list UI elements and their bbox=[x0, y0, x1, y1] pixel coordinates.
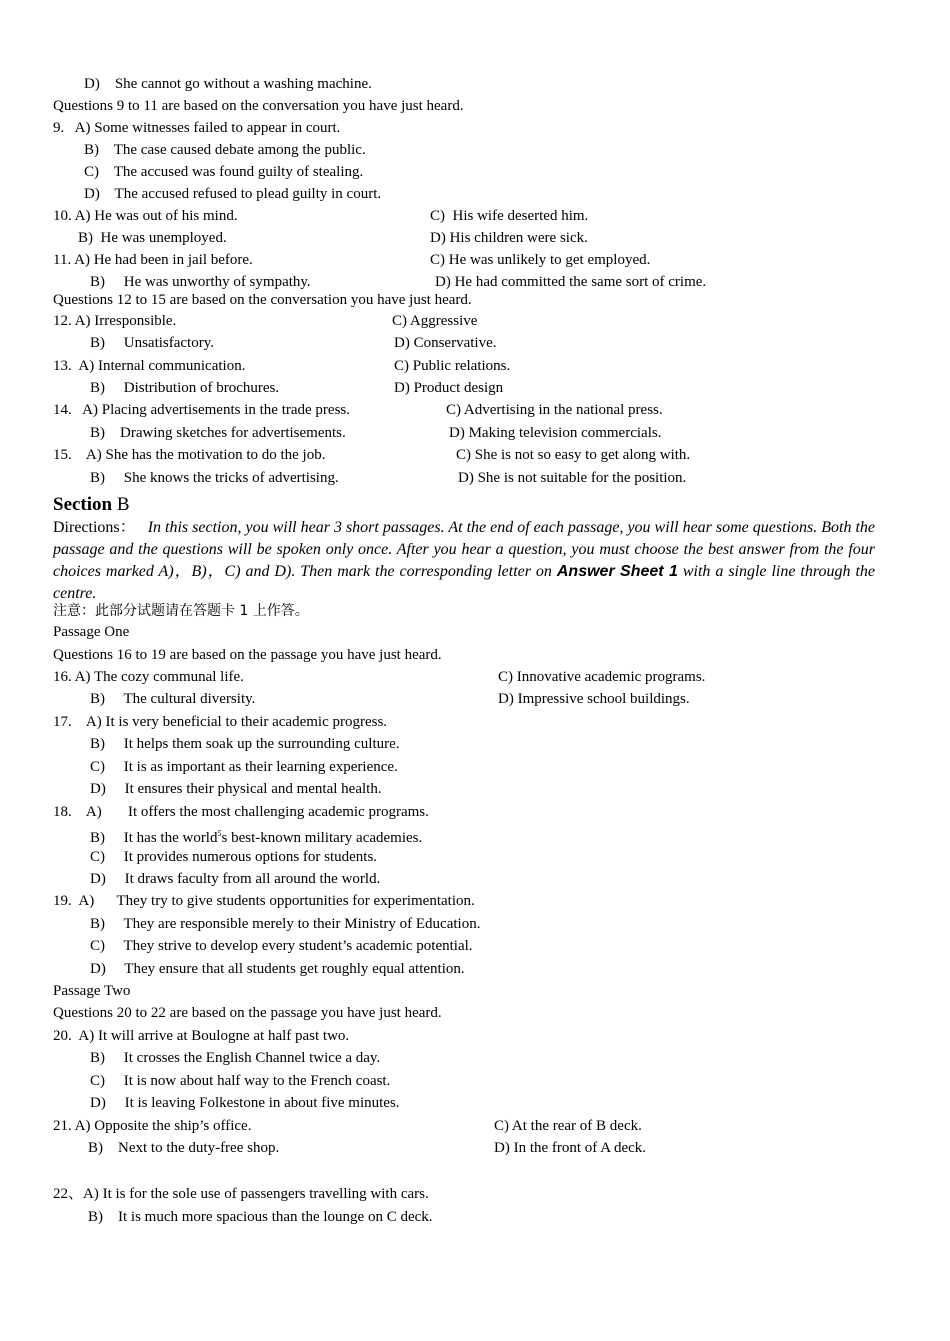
answer-sheet-label: Answer Sheet 1 bbox=[556, 563, 678, 580]
q15-option-c: C) She is not so easy to get along with. bbox=[456, 447, 691, 463]
q21-option-d: D) In the front of A deck. bbox=[494, 1140, 647, 1156]
q16-option-b: B) The cultural diversity. bbox=[90, 691, 256, 707]
q16-option-d: D) Impressive school buildings. bbox=[498, 691, 690, 707]
q17-option-b: B) It helps them soak up the surrounding culture. bbox=[90, 736, 400, 752]
directions-text-1: In this section, you will hear 3 short passages. At the end of each passage, you will hear some questions. Both the passage and the questions will be spoken only once. After you hear a question, you must choose the best answer from the four choices marked A)，B)，C) and D). Then mark the corresponding letter on bbox=[53, 519, 876, 580]
q17-option-a: 17. A) It is very beneficial to their academic progress. bbox=[53, 714, 388, 730]
q17-option-d: D) It ensures their physical and mental health. bbox=[90, 781, 382, 797]
q20-option-d: D) It is leaving Folkestone in about five minutes. bbox=[90, 1095, 400, 1111]
q15-option-b: B) She knows the tricks of advertising. bbox=[90, 470, 339, 486]
q10-option-b: B) He was unemployed. bbox=[78, 230, 227, 246]
questions-20-22-heading: Questions 20 to 22 are based on the passage you have just heard. bbox=[53, 1005, 442, 1021]
q9-option-d: D) The accused refused to plead guilty in court. bbox=[84, 186, 382, 202]
q9-option-c: C) The accused was found guilty of stealing. bbox=[84, 164, 364, 180]
q19-option-d: D) They ensure that all students get roughly equal attention. bbox=[90, 961, 465, 977]
q18-option-c: C) It provides numerous options for students. bbox=[90, 849, 378, 865]
q14-option-b: B) Drawing sketches for advertisements. bbox=[90, 425, 346, 441]
q21-option-a: 21. A) Opposite the ship’s office. bbox=[53, 1118, 252, 1134]
q11-option-a: 11. A) He had been in jail before. bbox=[53, 252, 253, 268]
passage-two-title: Passage Two bbox=[53, 983, 131, 999]
section-heading-bold: Section bbox=[53, 494, 113, 515]
q20-option-a: 20. A) It will arrive at Boulogne at half past two. bbox=[53, 1028, 350, 1044]
q13-option-c: C) Public relations. bbox=[394, 358, 511, 374]
q13-option-a: 13. A) Internal communication. bbox=[53, 358, 246, 374]
q20-option-b: B) It crosses the English Channel twice a day. bbox=[90, 1050, 381, 1066]
q19-option-a: 19. A) They try to give students opportunities for experimentation. bbox=[53, 893, 475, 909]
q19-option-b: B) They are responsible merely to their Ministry of Education. bbox=[90, 916, 481, 932]
q22-option-b: B) It is much more spacious than the lounge on C deck. bbox=[88, 1209, 433, 1225]
q21-option-b: B) Next to the duty-free shop. bbox=[88, 1140, 280, 1156]
q11-option-d: D) He had committed the same sort of crime. bbox=[435, 274, 707, 290]
q12-option-c: C) Aggressive bbox=[392, 313, 478, 329]
q13-option-d: D) Product design bbox=[394, 380, 504, 396]
directions-text-2: with a single line through the centre. bbox=[53, 563, 875, 602]
q17-option-c: C) It is as important as their learning experience. bbox=[90, 759, 398, 775]
q10-option-d: D) His children were sick. bbox=[430, 230, 588, 246]
q18-option-b-part1: B) It has the world bbox=[90, 830, 218, 846]
q12-option-d: D) Conservative. bbox=[394, 335, 497, 351]
q10-option-a: 10. A) He was out of his mind. bbox=[53, 208, 238, 224]
q18-option-d: D) It draws faculty from all around the world. bbox=[90, 871, 381, 887]
questions-12-15-heading: Questions 12 to 15 are based on the conversation you have just heard. bbox=[53, 292, 472, 308]
directions-label: Directions： bbox=[53, 519, 136, 536]
q20-option-c: C) It is now about half way to the French coast. bbox=[90, 1073, 391, 1089]
q14-option-d: D) Making television commercials. bbox=[449, 425, 662, 441]
q22-option-a: 22、A) It is for the sole use of passengers travelling with cars. bbox=[53, 1186, 429, 1202]
q9-option-b: B) The case caused debate among the public. bbox=[84, 142, 366, 158]
section-heading-letter: B bbox=[112, 494, 130, 515]
q18-option-b-part2: s best-known military academies. bbox=[221, 830, 423, 846]
q16-option-c: C) Innovative academic programs. bbox=[498, 669, 706, 685]
chinese-note: 注意：此部分试题请在答题卡 1 上作答。 bbox=[53, 603, 309, 619]
q16-option-a: 16. A) The cozy communal life. bbox=[53, 669, 244, 685]
q18-option-b-mark: 5 bbox=[217, 829, 222, 838]
q9-option-a: 9. A) Some witnesses failed to appear in court. bbox=[53, 120, 341, 136]
q14-option-c: C) Advertising in the national press. bbox=[446, 402, 663, 418]
questions-16-19-heading: Questions 16 to 19 are based on the passage you have just heard. bbox=[53, 647, 442, 663]
passage-one-title: Passage One bbox=[53, 624, 130, 640]
q19-option-c: C) They strive to develop every student’s academic potential. bbox=[90, 938, 473, 954]
q10-option-c: C) His wife deserted him. bbox=[430, 208, 589, 224]
q15-option-a: 15. A) She has the motivation to do the job. bbox=[53, 447, 326, 463]
q21-option-c: C) At the rear of B deck. bbox=[494, 1118, 642, 1134]
q15-option-d: D) She is not suitable for the position. bbox=[458, 470, 687, 486]
questions-9-11-heading: Questions 9 to 11 are based on the conversation you have just heard. bbox=[53, 98, 464, 114]
q18-option-b bbox=[90, 824, 422, 848]
q18-option-a: 18. A) It offers the most challenging academic programs. bbox=[53, 804, 429, 820]
q11-option-c: C) He was unlikely to get employed. bbox=[430, 252, 651, 268]
q12-option-b: B) Unsatisfactory. bbox=[90, 335, 214, 351]
directions-paragraph bbox=[53, 517, 875, 605]
q13-option-b: B) Distribution of brochures. bbox=[90, 380, 280, 396]
q11-option-b: B) He was unworthy of sympathy. bbox=[90, 274, 311, 290]
q14-option-a: 14. A) Placing advertisements in the trade press. bbox=[53, 402, 351, 418]
q12-option-a: 12. A) Irresponsible. bbox=[53, 313, 177, 329]
q8-option-d: D) She cannot go without a washing machine. bbox=[84, 76, 372, 92]
section-heading bbox=[53, 493, 130, 517]
